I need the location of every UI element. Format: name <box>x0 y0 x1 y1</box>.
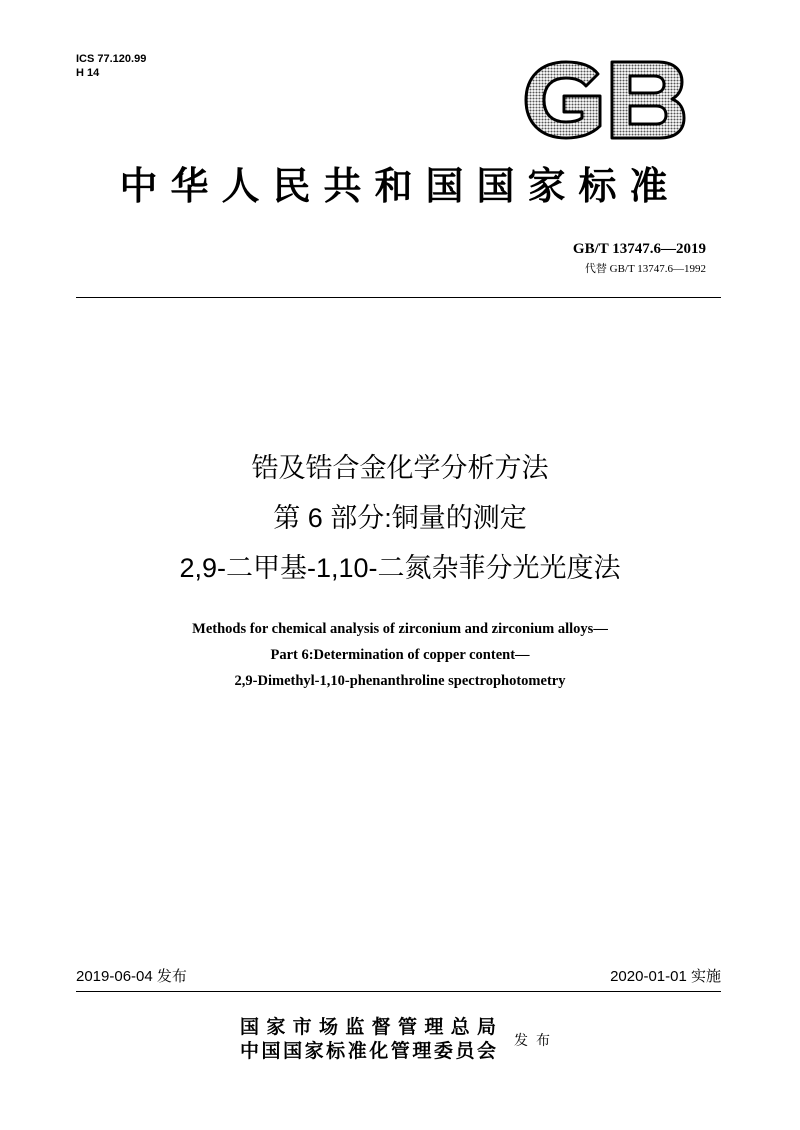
implementation-date: 2020-01-01 实施 <box>610 968 721 985</box>
replaces-standard: 代替 GB/T 13747.6—1992 <box>584 263 706 275</box>
english-title-line: 2,9-Dimethyl-1,10-phenanthroline spectrophotometry <box>234 673 566 689</box>
issuing-authority: 中国国家标准化管理委员会 <box>240 1041 496 1062</box>
standard-number: GB/T 13747.6—2019 <box>572 241 706 257</box>
header-divider <box>76 297 721 298</box>
issuing-authority: 国家市场监督管理总局 <box>240 1017 496 1038</box>
national-standard-title: 中华人民共和国国家标准 <box>119 166 681 208</box>
english-title-line: Part 6:Determination of copper content— <box>270 647 530 663</box>
english-title-line: Methods for chemical analysis of zirconium and zirconium alloys— <box>192 621 608 637</box>
gb-logo <box>520 58 688 142</box>
issue-date: 2019-06-04 发布 <box>76 968 187 985</box>
chinese-title-line: 锆及锆合金化学分析方法 <box>251 453 549 483</box>
classification-code: H 14 <box>76 67 100 79</box>
ics-code: ICS 77.120.99 <box>76 53 147 65</box>
footer-divider <box>76 991 721 992</box>
issued-label: 发布 <box>514 1032 558 1048</box>
chinese-title-line: 2,9-二甲基-1,10-二氮杂菲分光光度法 <box>179 553 621 583</box>
chinese-title-line: 第 6 部分:铜量的测定 <box>273 503 527 533</box>
